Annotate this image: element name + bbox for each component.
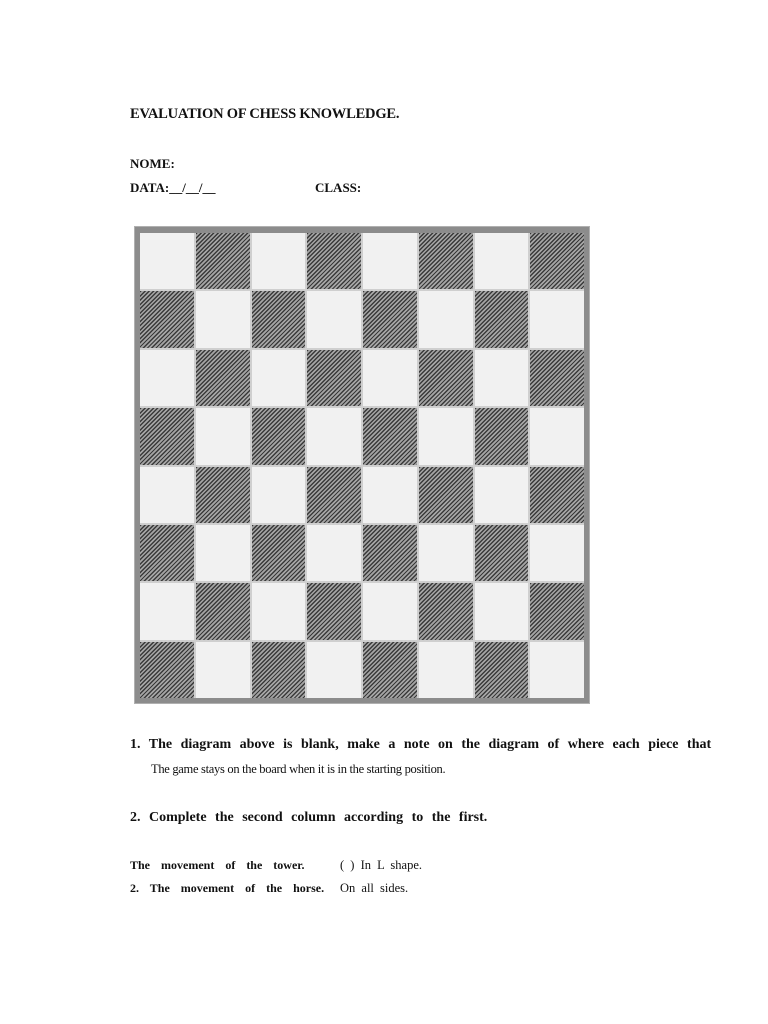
board-square [196, 642, 250, 698]
board-square [530, 583, 584, 639]
board-square [196, 408, 250, 464]
board-square [530, 291, 584, 347]
class-label: CLASS: [315, 180, 362, 195]
board-square [252, 583, 306, 639]
board-square [363, 291, 417, 347]
board-square [363, 350, 417, 406]
board-square [196, 233, 250, 289]
board-square [140, 642, 194, 698]
board-square [530, 642, 584, 698]
board-square [307, 467, 361, 523]
board-square [196, 467, 250, 523]
board-square [419, 350, 473, 406]
board-square [419, 583, 473, 639]
board-square [475, 583, 529, 639]
board-square [363, 525, 417, 581]
board-square [140, 583, 194, 639]
chess-board-grid [140, 233, 584, 698]
board-square [530, 467, 584, 523]
document-title: EVALUATION OF CHESS KNOWLEDGE. [130, 106, 400, 122]
board-square [307, 408, 361, 464]
board-square [475, 525, 529, 581]
board-square [307, 642, 361, 698]
board-square [196, 583, 250, 639]
board-square [252, 233, 306, 289]
board-square [530, 233, 584, 289]
board-square [530, 525, 584, 581]
board-square [252, 350, 306, 406]
board-square [252, 467, 306, 523]
board-square [307, 291, 361, 347]
board-square [140, 408, 194, 464]
question-1-continuation: The game stays on the board when it is in the starting position. [151, 762, 446, 776]
board-square [140, 291, 194, 347]
matching-right-2: On all sides. [340, 881, 409, 895]
date-label: DATA:__/__/__ [130, 180, 216, 195]
matching-left-1: The movement of the tower. [130, 858, 305, 872]
board-square [196, 291, 250, 347]
board-square [196, 350, 250, 406]
board-square [475, 291, 529, 347]
board-square [307, 525, 361, 581]
board-square [419, 467, 473, 523]
board-square [530, 408, 584, 464]
board-square [307, 583, 361, 639]
board-square [252, 525, 306, 581]
board-square [419, 525, 473, 581]
matching-left-2: 2. The movement of the horse. [130, 881, 325, 895]
board-square [419, 233, 473, 289]
board-square [419, 408, 473, 464]
board-square [140, 233, 194, 289]
board-square [475, 467, 529, 523]
board-square [363, 408, 417, 464]
name-label: NOME: [130, 156, 175, 171]
board-square [252, 291, 306, 347]
board-square [363, 583, 417, 639]
question-1: 1. The diagram above is blank, make a note on the diagram of where each piece that [130, 737, 712, 752]
matching-right-1: ( ) In L shape. [340, 858, 422, 872]
board-square [475, 350, 529, 406]
board-square [363, 233, 417, 289]
chess-board [134, 226, 590, 704]
board-square [140, 525, 194, 581]
board-square [475, 642, 529, 698]
board-square [307, 233, 361, 289]
board-square [363, 467, 417, 523]
board-square [419, 642, 473, 698]
board-square [196, 525, 250, 581]
board-square [307, 350, 361, 406]
board-square [252, 642, 306, 698]
board-square [475, 233, 529, 289]
board-square [363, 642, 417, 698]
question-2: 2. Complete the second column according to the first. [130, 810, 488, 825]
board-square [530, 350, 584, 406]
board-square [140, 467, 194, 523]
board-square [475, 408, 529, 464]
board-square [419, 291, 473, 347]
board-square [252, 408, 306, 464]
board-square [140, 350, 194, 406]
